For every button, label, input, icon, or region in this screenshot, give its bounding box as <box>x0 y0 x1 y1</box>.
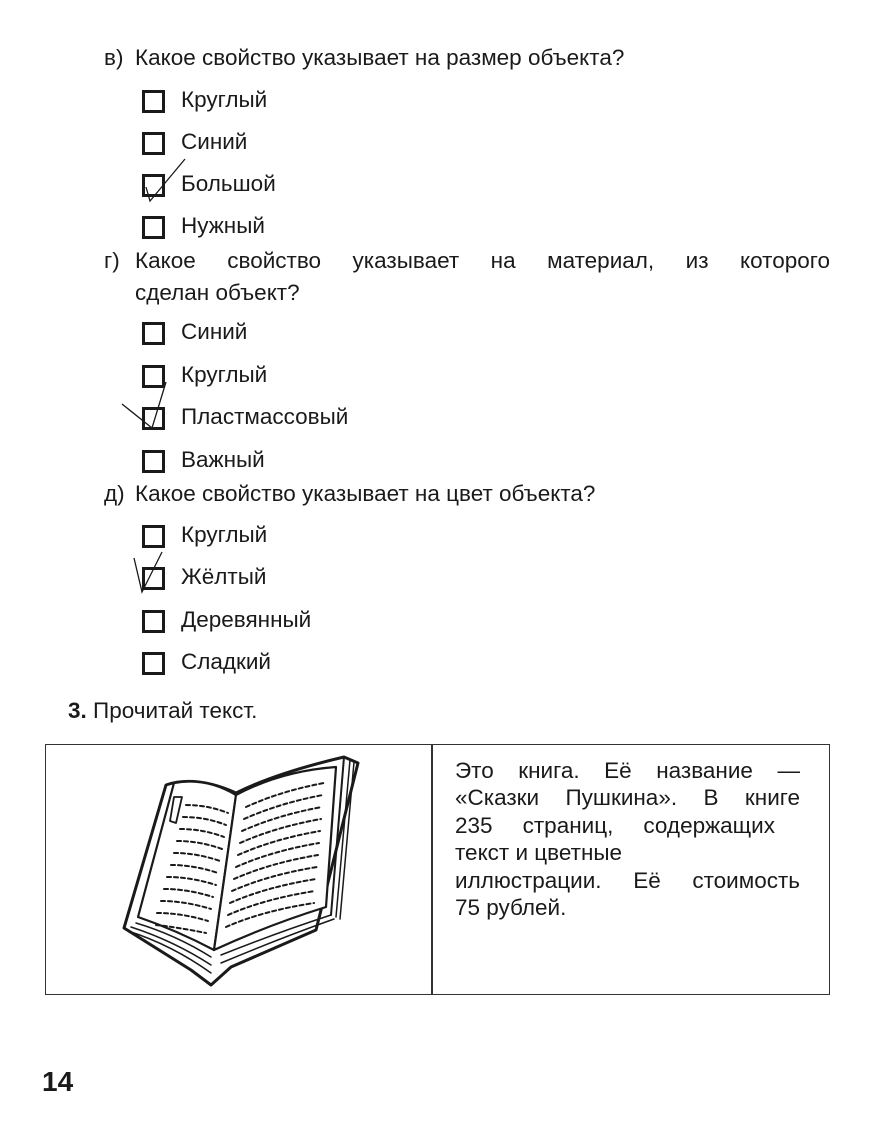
checkbox[interactable] <box>142 90 165 113</box>
question-g-text-line-1: Какое свойство указывает на материал, из которого <box>135 248 830 273</box>
info-table <box>45 744 830 995</box>
option-label: Большой <box>181 171 276 196</box>
page-number: 14 <box>42 1066 74 1097</box>
task-3-header <box>68 700 257 723</box>
checkbox[interactable] <box>142 216 165 239</box>
option-label: Круглый <box>181 87 268 112</box>
option-label: Круглый <box>181 522 268 547</box>
checkbox[interactable] <box>142 322 165 345</box>
option-label: Жёлтый <box>181 564 267 589</box>
checkbox-checked[interactable] <box>142 407 165 430</box>
question-g-text-line-2: сделан объект? <box>135 280 300 305</box>
book-description-line: иллюстрации. Её стоимость <box>455 867 800 893</box>
book-image-cell <box>46 745 431 994</box>
checkbox-checked[interactable] <box>142 567 165 590</box>
option-label: Синий <box>181 319 248 344</box>
option-label: Важный <box>181 447 265 472</box>
checkbox[interactable] <box>142 365 165 388</box>
checkbox[interactable] <box>142 525 165 548</box>
table-divider <box>431 745 433 994</box>
question-g-letter: г) <box>104 248 120 273</box>
option-label: Нужный <box>181 213 265 238</box>
book-description-line: текст и цветные <box>455 840 623 866</box>
book-icon <box>46 745 431 993</box>
checkbox[interactable] <box>142 450 165 473</box>
book-description <box>455 757 800 921</box>
option-label: Сладкий <box>181 649 271 674</box>
question-d-text: Какое свойство указывает на цвет объекта? <box>135 481 596 506</box>
book-description-line: 75 рублей. <box>455 895 567 921</box>
task-instruction: Прочитай текст. <box>93 698 258 723</box>
question-v-letter: в) <box>104 45 124 70</box>
question-d-letter: д) <box>104 481 125 506</box>
book-description-line: Это книга. Её название — <box>455 758 800 783</box>
checkbox[interactable] <box>142 652 165 675</box>
option-label: Пластмассовый <box>181 404 349 429</box>
question-v-text: Какое свойство указывает на размер объекта? <box>135 45 625 70</box>
option-label: Круглый <box>181 362 268 387</box>
checkbox[interactable] <box>142 132 165 155</box>
book-description-line: «Сказки Пушкина». В книге <box>455 785 800 811</box>
option-label: Деревянный <box>181 607 312 632</box>
checkbox[interactable] <box>142 610 165 633</box>
option-label: Синий <box>181 129 248 154</box>
checkbox-checked[interactable] <box>142 174 165 197</box>
book-description-line: 235 страниц, содержащих <box>455 812 775 838</box>
task-number: 3. <box>68 698 87 723</box>
